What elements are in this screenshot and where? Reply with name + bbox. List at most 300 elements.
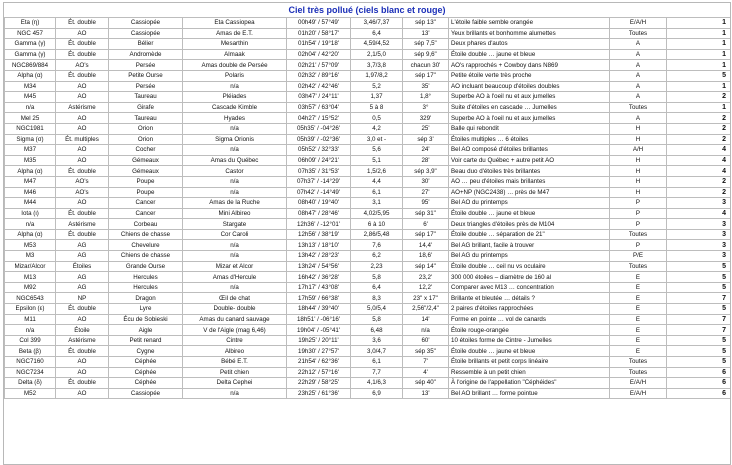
table-cell[interactable]: Bel AG du printemps [449, 251, 610, 262]
table-cell[interactable]: Gamma (γ) [5, 39, 56, 50]
table-cell[interactable]: E [610, 346, 667, 357]
table-cell[interactable]: E [610, 304, 667, 315]
table-cell[interactable]: Céphée [109, 357, 183, 368]
table-cell[interactable]: H [610, 166, 667, 177]
table-cell[interactable]: M46 [5, 187, 56, 198]
table-cell[interactable]: Persée [109, 60, 183, 71]
table-cell[interactable]: n/a [183, 145, 287, 156]
table-cell[interactable]: 07h35' / 31°53' [287, 166, 351, 177]
table-cell[interactable]: 3,7/3,8 [351, 60, 403, 71]
table-cell[interactable]: Étoiles [56, 261, 109, 272]
table-cell[interactable]: 6 [667, 378, 731, 389]
table-cell[interactable]: Étoile brillants et petit corps linéaire [449, 357, 610, 368]
table-cell[interactable]: Bel AG brillant, facile à trouver [449, 240, 610, 251]
table-cell[interactable]: sép 3' [403, 134, 449, 145]
table-cell[interactable]: Alpha (α) [5, 229, 56, 240]
table-cell[interactable]: Cascade Kimble [183, 102, 287, 113]
table-cell[interactable]: Deux phares d'autos [449, 39, 610, 50]
table-cell[interactable]: 3 [667, 219, 731, 230]
table-cell[interactable]: 3° [403, 102, 449, 113]
table-cell[interactable]: Étoile double … jaune et bleue [449, 208, 610, 219]
table-cell[interactable]: Hercules [109, 272, 183, 283]
table-cell[interactable]: M35 [5, 155, 56, 166]
table-cell[interactable]: E [610, 272, 667, 283]
table-cell[interactable]: NP [56, 293, 109, 304]
table-row[interactable] [5, 251, 731, 262]
table-cell[interactable]: M3 [5, 251, 56, 262]
table-cell[interactable]: Corbeau [109, 219, 183, 230]
table-cell[interactable]: Amas de la Ruche [183, 198, 287, 209]
table-cell[interactable]: 13h42' / 28°23' [287, 251, 351, 262]
table-cell[interactable]: 1,5/2,6 [351, 166, 403, 177]
table-cell[interactable]: 2 [667, 123, 731, 134]
table-cell[interactable]: Ét. double [56, 229, 109, 240]
table-cell[interactable]: Astérisme [56, 102, 109, 113]
table-cell[interactable]: Astérisme [56, 335, 109, 346]
table-cell[interactable]: 07h37' / -14°29' [287, 176, 351, 187]
table-cell[interactable]: 6,2 [351, 251, 403, 262]
table-cell[interactable]: AG [56, 240, 109, 251]
table-cell[interactable]: 14' [403, 314, 449, 325]
table-cell[interactable]: AO [56, 367, 109, 378]
table-cell[interactable]: Brillante et bleutée … détails ? [449, 293, 610, 304]
table-cell[interactable]: 23" x 17" [403, 293, 449, 304]
table-cell[interactable]: n/a [183, 388, 287, 399]
table-cell[interactable]: Ét. double [56, 346, 109, 357]
table-cell[interactable]: sép 13" [403, 18, 449, 29]
table-cell[interactable]: A [610, 70, 667, 81]
table-cell[interactable]: 4,1/6,3 [351, 378, 403, 389]
table-cell[interactable]: 4' [403, 367, 449, 378]
table-row[interactable] [5, 314, 731, 325]
table-row[interactable] [5, 240, 731, 251]
table-cell[interactable]: Yeux brillants et bonhomme alumettes [449, 28, 610, 39]
table-cell[interactable]: Toutes [610, 367, 667, 378]
table-cell[interactable]: 6,4 [351, 282, 403, 293]
table-cell[interactable]: 1 [667, 81, 731, 92]
table-cell[interactable]: NGC 457 [5, 28, 56, 39]
table-row[interactable] [5, 102, 731, 113]
table-row[interactable] [5, 282, 731, 293]
table-cell[interactable]: Étoile double … jaune et bleue [449, 49, 610, 60]
table-cell[interactable]: AG [56, 251, 109, 262]
table-cell[interactable]: P/E [610, 251, 667, 262]
table-cell[interactable]: AO [56, 92, 109, 103]
table-cell[interactable]: Toutes [610, 229, 667, 240]
table-cell[interactable]: P [610, 219, 667, 230]
table-cell[interactable]: 5,6 [351, 145, 403, 156]
table-cell[interactable]: Écu de Sobieski [109, 314, 183, 325]
table-cell[interactable]: Amas du canard sauvage [183, 314, 287, 325]
table-cell[interactable]: AO [56, 145, 109, 156]
table-cell[interactable]: NGC1981 [5, 123, 56, 134]
table-cell[interactable]: A [610, 60, 667, 71]
table-cell[interactable]: AO's [56, 187, 109, 198]
table-cell[interactable]: 60' [403, 335, 449, 346]
table-cell[interactable]: Cintre [183, 335, 287, 346]
table-cell[interactable]: À l'origine de l'appellation "Céphéides" [449, 378, 610, 389]
table-row[interactable] [5, 357, 731, 368]
table-cell[interactable]: Hercules [109, 282, 183, 293]
table-cell[interactable]: AO [56, 155, 109, 166]
table-cell[interactable]: Comparer avec M13 … concentration [449, 282, 610, 293]
table-cell[interactable]: 3 [667, 240, 731, 251]
table-cell[interactable]: 300 000 étoiles – diamètre de 160 al [449, 272, 610, 283]
table-cell[interactable]: 23,2' [403, 272, 449, 283]
table-cell[interactable]: 5 [667, 357, 731, 368]
table-cell[interactable]: 1 [667, 39, 731, 50]
table-cell[interactable]: Toutes [610, 357, 667, 368]
table-cell[interactable]: Eta (η) [5, 18, 56, 29]
table-row[interactable] [5, 346, 731, 357]
table-cell[interactable]: 7,6 [351, 240, 403, 251]
table-row[interactable] [5, 293, 731, 304]
table-cell[interactable]: Cassiopée [109, 388, 183, 399]
table-cell[interactable]: 17h59' / 66°38' [287, 293, 351, 304]
table-cell[interactable]: 6 à 10 [351, 219, 403, 230]
table-cell[interactable]: Toutes [610, 261, 667, 272]
table-cell[interactable]: 5,8 [351, 314, 403, 325]
table-cell[interactable]: 27' [403, 187, 449, 198]
table-cell[interactable]: 1 [667, 60, 731, 71]
table-cell[interactable]: H [610, 187, 667, 198]
table-cell[interactable]: Astérisme [56, 219, 109, 230]
table-cell[interactable]: n/a [183, 176, 287, 187]
table-cell[interactable]: Chiens de chasse [109, 229, 183, 240]
table-cell[interactable]: 02h42' / 42°46' [287, 81, 351, 92]
table-cell[interactable]: A [610, 113, 667, 124]
table-cell[interactable]: 5,2 [351, 81, 403, 92]
table-cell[interactable]: 23h25' / 61°36' [287, 388, 351, 399]
table-cell[interactable]: AO's [56, 60, 109, 71]
table-cell[interactable]: Cancer [109, 198, 183, 209]
table-cell[interactable]: 16h42' / 36°28' [287, 272, 351, 283]
table-cell[interactable]: Gamma (γ) [5, 49, 56, 60]
table-cell[interactable]: 19h30' / 27°57' [287, 346, 351, 357]
table-cell[interactable]: L'étoile faible semble orangée [449, 18, 610, 29]
table-cell[interactable]: Ét. double [56, 378, 109, 389]
table-cell[interactable]: 5 [667, 272, 731, 283]
table-cell[interactable]: n/a [5, 102, 56, 113]
table-row[interactable] [5, 176, 731, 187]
table-cell[interactable]: Amas de E.T. [183, 28, 287, 39]
table-cell[interactable]: Cor Caroli [183, 229, 287, 240]
table-cell[interactable]: Amas d'Hercule [183, 272, 287, 283]
table-cell[interactable]: M37 [5, 145, 56, 156]
table-cell[interactable]: 3,46/7,37 [351, 18, 403, 29]
table-cell[interactable]: n/a [183, 282, 287, 293]
table-cell[interactable]: Beau duo d'étoiles très brillantes [449, 166, 610, 177]
table-cell[interactable]: Mesarthin [183, 39, 287, 50]
table-cell[interactable]: 6,48 [351, 325, 403, 336]
table-cell[interactable]: 22h12' / 57°16' [287, 367, 351, 378]
table-cell[interactable]: NGC869/884 [5, 60, 56, 71]
table-cell[interactable]: sép 7,5" [403, 39, 449, 50]
table-cell[interactable]: Chiens de chasse [109, 251, 183, 262]
table-cell[interactable]: Eta Cassiopea [183, 18, 287, 29]
table-cell[interactable]: Mel 25 [5, 113, 56, 124]
table-cell[interactable]: Amas double de Persée [183, 60, 287, 71]
table-row[interactable] [5, 325, 731, 336]
table-cell[interactable]: 5 [667, 335, 731, 346]
table-cell[interactable]: n/a [183, 251, 287, 262]
table-cell[interactable]: 7 [667, 314, 731, 325]
table-cell[interactable]: AG [56, 282, 109, 293]
table-cell[interactable]: 19h25' / 20°11' [287, 335, 351, 346]
table-cell[interactable]: n/a [183, 123, 287, 134]
table-cell[interactable]: Céphée [109, 378, 183, 389]
table-cell[interactable]: Œil de chat [183, 293, 287, 304]
table-cell[interactable]: sép 17" [403, 70, 449, 81]
table-cell[interactable]: H [610, 155, 667, 166]
table-cell[interactable]: Double- double [183, 304, 287, 315]
table-cell[interactable]: M92 [5, 282, 56, 293]
table-cell[interactable]: 6 [667, 388, 731, 399]
table-cell[interactable]: Amas du Québec [183, 155, 287, 166]
table-cell[interactable]: 12h36' / -12°01' [287, 219, 351, 230]
table-cell[interactable]: 8,3 [351, 293, 403, 304]
table-cell[interactable]: Castor [183, 166, 287, 177]
table-row[interactable] [5, 378, 731, 389]
table-cell[interactable]: 5 [667, 304, 731, 315]
table-cell[interactable]: M34 [5, 81, 56, 92]
table-cell[interactable]: 5 [667, 282, 731, 293]
table-cell[interactable]: NGC7234 [5, 367, 56, 378]
table-cell[interactable]: Girafe [109, 102, 183, 113]
table-cell[interactable]: 4,4 [351, 176, 403, 187]
table-cell[interactable]: Ét. double [56, 304, 109, 315]
table-cell[interactable]: Cassiopée [109, 18, 183, 29]
table-cell[interactable]: Mizar et Alcor [183, 261, 287, 272]
table-cell[interactable]: 5,0/5,4 [351, 304, 403, 315]
table-cell[interactable]: 2,23 [351, 261, 403, 272]
table-cell[interactable]: Étoile double … séparation de 21" [449, 229, 610, 240]
table-cell[interactable]: 02h04' / 42°20' [287, 49, 351, 60]
table-cell[interactable]: 6,9 [351, 388, 403, 399]
table-cell[interactable]: 3,6 [351, 335, 403, 346]
table-cell[interactable]: 2,86/5,48 [351, 229, 403, 240]
table-cell[interactable]: A [610, 49, 667, 60]
table-cell[interactable]: E/A/H [610, 18, 667, 29]
table-cell[interactable]: 4 [667, 208, 731, 219]
table-cell[interactable]: Epsilon (ε) [5, 304, 56, 315]
table-cell[interactable]: AO [56, 357, 109, 368]
table-cell[interactable]: 5 à 8 [351, 102, 403, 113]
table-cell[interactable]: AO [56, 28, 109, 39]
table-cell[interactable]: 3 [667, 251, 731, 262]
table-cell[interactable]: M11 [5, 314, 56, 325]
table-cell[interactable]: Gémeaux [109, 166, 183, 177]
table-cell[interactable]: Étoile rouge-orangée [449, 325, 610, 336]
table-cell[interactable]: Ét. double [56, 49, 109, 60]
table-cell[interactable]: 95' [403, 198, 449, 209]
table-cell[interactable]: 02h21' / 57°09' [287, 60, 351, 71]
table-cell[interactable]: Beta (β) [5, 346, 56, 357]
table-cell[interactable]: Étoiles multiples … 6 étoiles [449, 134, 610, 145]
table-row[interactable] [5, 388, 731, 399]
table-cell[interactable]: Ét. double [56, 18, 109, 29]
table-cell[interactable]: NGC7160 [5, 357, 56, 368]
table-cell[interactable]: Poupe [109, 187, 183, 198]
table-cell[interactable]: Sigma (σ) [5, 134, 56, 145]
table-cell[interactable]: Gémeaux [109, 155, 183, 166]
table-cell[interactable]: n/a [5, 325, 56, 336]
table-cell[interactable]: 4,02/5,95 [351, 208, 403, 219]
table-cell[interactable]: AG [56, 272, 109, 283]
table-cell[interactable]: E/A/H [610, 378, 667, 389]
table-cell[interactable]: Suite d'étoiles en cascade … Jumelles [449, 102, 610, 113]
table-row[interactable] [5, 145, 731, 156]
table-cell[interactable]: chacun 30' [403, 60, 449, 71]
table-row[interactable] [5, 60, 731, 71]
table-row[interactable] [5, 304, 731, 315]
table-cell[interactable]: Petit chien [183, 367, 287, 378]
table-cell[interactable]: 14,4' [403, 240, 449, 251]
table-cell[interactable]: E [610, 335, 667, 346]
table-cell[interactable]: 03h47' / 24°11' [287, 92, 351, 103]
table-cell[interactable]: Bel AO brillant … forme pointue [449, 388, 610, 399]
table-cell[interactable]: H [610, 134, 667, 145]
table-cell[interactable]: 13h13' / 18°10' [287, 240, 351, 251]
table-cell[interactable]: 5,8 [351, 272, 403, 283]
table-cell[interactable]: 00h49' / 57°49' [287, 18, 351, 29]
table-cell[interactable]: Albireo [183, 346, 287, 357]
table-cell[interactable]: E/A/H [610, 388, 667, 399]
table-cell[interactable]: 30' [403, 176, 449, 187]
table-cell[interactable]: Alpha (α) [5, 166, 56, 177]
table-cell[interactable]: Iota (ι) [5, 208, 56, 219]
table-cell[interactable]: 3 [667, 229, 731, 240]
table-cell[interactable]: 6,1 [351, 187, 403, 198]
table-cell[interactable]: E [610, 293, 667, 304]
table-cell[interactable]: Toutes [610, 28, 667, 39]
table-cell[interactable]: 21h54' / 62°36' [287, 357, 351, 368]
table-row[interactable] [5, 39, 731, 50]
table-cell[interactable]: 1,37 [351, 92, 403, 103]
table-cell[interactable]: Cygne [109, 346, 183, 357]
table-cell[interactable]: 01h20' / 58°17' [287, 28, 351, 39]
table-cell[interactable]: 25' [403, 123, 449, 134]
table-row[interactable] [5, 208, 731, 219]
table-cell[interactable]: 1 [667, 28, 731, 39]
table-cell[interactable]: 03h57' / 63°04' [287, 102, 351, 113]
table-cell[interactable]: sép 40" [403, 378, 449, 389]
table-row[interactable] [5, 123, 731, 134]
table-cell[interactable]: sép 14" [403, 261, 449, 272]
table-row[interactable] [5, 261, 731, 272]
table-cell[interactable]: V de l'Aigle (mag 6,46) [183, 325, 287, 336]
table-cell[interactable]: n/a [5, 219, 56, 230]
table-cell[interactable]: Dragon [109, 293, 183, 304]
table-cell[interactable]: 08h47' / 28°46' [287, 208, 351, 219]
table-row[interactable] [5, 92, 731, 103]
table-cell[interactable]: M44 [5, 198, 56, 209]
table-cell[interactable]: 3,0 et - [351, 134, 403, 145]
table-cell[interactable]: M52 [5, 388, 56, 399]
table-cell[interactable]: 2 paires d'étoiles rapprochées [449, 304, 610, 315]
table-cell[interactable]: 28' [403, 155, 449, 166]
table-cell[interactable]: P [610, 240, 667, 251]
table-cell[interactable]: M47 [5, 176, 56, 187]
table-cell[interactable]: AO [56, 198, 109, 209]
table-cell[interactable]: AO incluant beaucoup d'étoiles doubles [449, 81, 610, 92]
table-row[interactable] [5, 28, 731, 39]
table-cell[interactable]: Taureau [109, 92, 183, 103]
table-cell[interactable]: 04h27' / 15°52' [287, 113, 351, 124]
table-cell[interactable]: 12h56' / 38°19' [287, 229, 351, 240]
table-cell[interactable]: 18,6' [403, 251, 449, 262]
table-cell[interactable]: 4 [667, 145, 731, 156]
table-cell[interactable]: Orion [109, 123, 183, 134]
table-cell[interactable]: 3,0/4,7 [351, 346, 403, 357]
table-cell[interactable]: Polaris [183, 70, 287, 81]
table-cell[interactable]: 07h42' / -14°49' [287, 187, 351, 198]
table-cell[interactable]: 6,1 [351, 357, 403, 368]
table-cell[interactable]: Bel AO du printemps [449, 198, 610, 209]
table-cell[interactable]: 5 [667, 346, 731, 357]
table-cell[interactable]: Alpha (α) [5, 70, 56, 81]
table-cell[interactable]: AO's [56, 176, 109, 187]
table-cell[interactable]: Cassiopée [109, 28, 183, 39]
table-cell[interactable]: Bélier [109, 39, 183, 50]
table-row[interactable] [5, 113, 731, 124]
table-cell[interactable]: sép 35" [403, 346, 449, 357]
table-cell[interactable]: 2 [667, 113, 731, 124]
table-cell[interactable]: 13' [403, 28, 449, 39]
table-cell[interactable]: sép 17" [403, 229, 449, 240]
table-cell[interactable]: sép 31" [403, 208, 449, 219]
table-cell[interactable]: 5,1 [351, 155, 403, 166]
table-cell[interactable]: 7 [667, 325, 731, 336]
table-cell[interactable]: 18h44' / 39°40' [287, 304, 351, 315]
table-cell[interactable]: 4 [667, 166, 731, 177]
table-cell[interactable]: Delta Cephei [183, 378, 287, 389]
table-cell[interactable]: Aigle [109, 325, 183, 336]
table-row[interactable] [5, 155, 731, 166]
table-cell[interactable]: AO's rapprochés + Cowboy dans N869 [449, 60, 610, 71]
table-cell[interactable]: 10 étoiles forme de Cintre - Jumelles [449, 335, 610, 346]
table-cell[interactable]: n/a [183, 81, 287, 92]
table-cell[interactable]: Chevelure [109, 240, 183, 251]
table-row[interactable] [5, 229, 731, 240]
table-cell[interactable]: 2,56"/2,4" [403, 304, 449, 315]
table-cell[interactable]: A/H [610, 145, 667, 156]
table-cell[interactable]: Bébé E.T. [183, 357, 287, 368]
table-cell[interactable]: 2,1/5,0 [351, 49, 403, 60]
table-cell[interactable]: 2 [667, 176, 731, 187]
table-cell[interactable]: 02h32' / 89°16' [287, 70, 351, 81]
table-cell[interactable]: E [610, 282, 667, 293]
table-cell[interactable]: Superbe AO à l'oeil nu et aux jumelles [449, 92, 610, 103]
table-cell[interactable]: 22h29' / 58°25' [287, 378, 351, 389]
table-cell[interactable]: 7 [667, 293, 731, 304]
table-cell[interactable]: E [610, 325, 667, 336]
table-cell[interactable]: sép 3,9" [403, 166, 449, 177]
table-cell[interactable]: Mizar/Alcor [5, 261, 56, 272]
table-cell[interactable]: 18h51' / -06°16' [287, 314, 351, 325]
table-cell[interactable]: Cancer [109, 208, 183, 219]
table-cell[interactable]: M45 [5, 92, 56, 103]
table-cell[interactable]: Hyades [183, 113, 287, 124]
table-cell[interactable]: 17h17' / 43°08' [287, 282, 351, 293]
table-cell[interactable]: 05h52' / 32°33' [287, 145, 351, 156]
table-row[interactable] [5, 81, 731, 92]
table-cell[interactable]: Ét. double [56, 166, 109, 177]
table-cell[interactable]: Sigma Orionis [183, 134, 287, 145]
table-row[interactable] [5, 18, 731, 29]
table-cell[interactable]: AO [56, 123, 109, 134]
table-cell[interactable]: AO [56, 388, 109, 399]
